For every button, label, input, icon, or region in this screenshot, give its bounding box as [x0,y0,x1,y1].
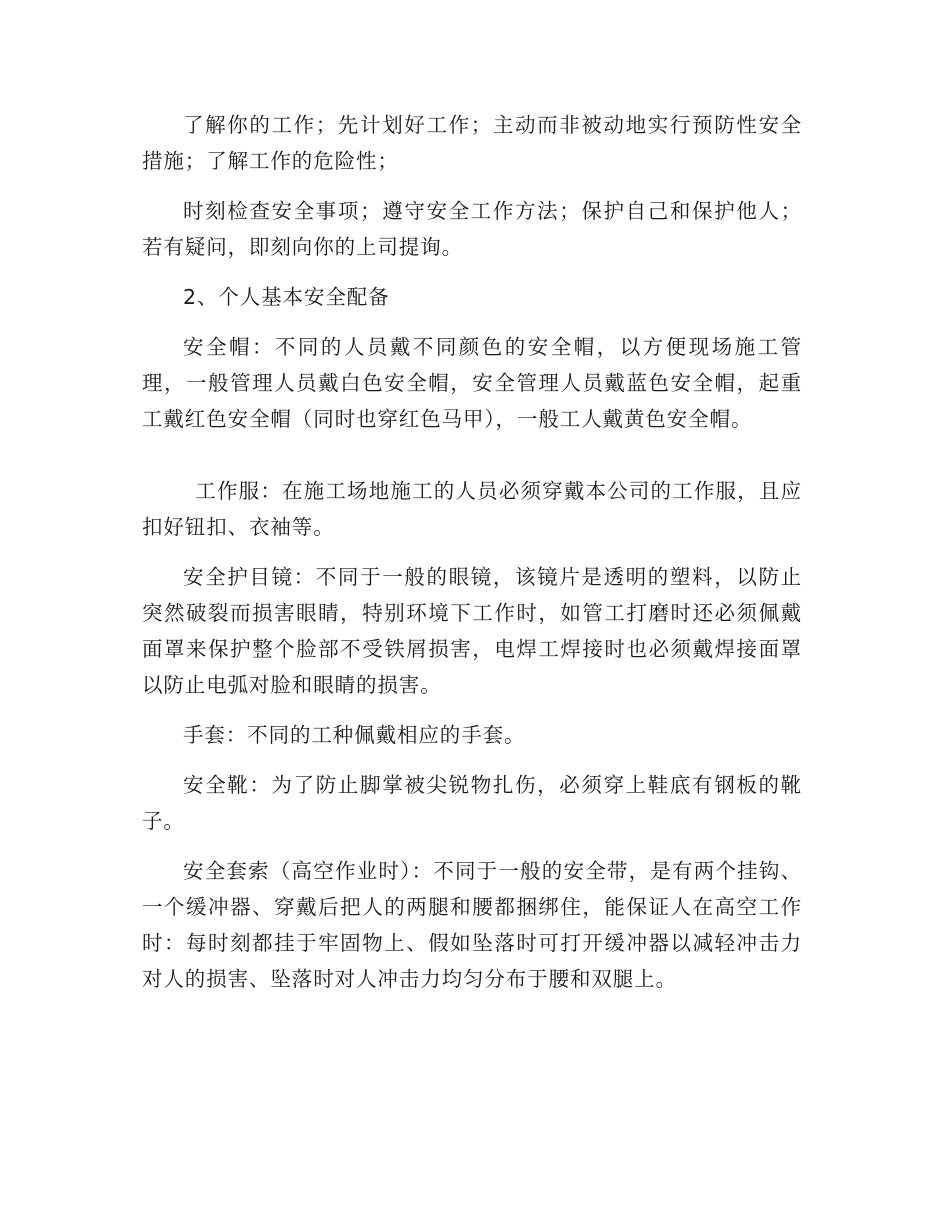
paragraph-safety-boots: 安全靴：为了防止脚掌被尖锐物扎伤，必须穿上鞋底有钢板的靴子。 [142,773,802,833]
paragraph-work-principles: 了解你的工作；先计划好工作；主动而非被动地实行预防性安全措施；了解工作的危险性； [142,113,802,173]
section-heading-personal-equipment: 2、个人基本安全配备 [183,285,390,309]
paragraph-gloves: 手套：不同的工种佩戴相应的手套。 [183,723,526,747]
paragraph-safety-harness: 安全套索（高空作业时）：不同于一般的安全带，是有两个挂钩、一个缓冲器、穿戴后把人的两腿和腰都捆绑住，能保证人在高空工作时：每时刻都挂于牢固物上、假如坠落时可打开缓冲器以减轻冲击力对人的损害、坠落时对人冲击力均匀分布于腰和双腿上。 [142,859,802,991]
paragraph-safety-helmet: 安全帽：不同的人员戴不同颜色的安全帽，以方便现场施工管理，一般管理人员戴白色安全帽，安全管理人员戴蓝色安全帽，起重工戴红色安全帽（同时也穿红色马甲），一般工人戴黄色安全帽。 [142,335,802,431]
paragraph-safety-goggles: 安全护目镜：不同于一般的眼镜，该镜片是透明的塑料，以防止突然破裂而损害眼睛，特别环境下工作时，如管工打磨时还必须佩戴面罩来保护整个脸部不受铁屑损害，电焊工焊接时也必须戴焊接面罩以防止电弧对脸和眼睛的损害。 [142,565,802,697]
paragraph-work-clothes: 工作服：在施工场地施工的人员必须穿戴本公司的工作服，且应扣好钮扣、衣袖等。 [142,479,802,539]
paragraph-safety-checks: 时刻检查安全事项；遵守安全工作方法；保护自己和保护他人；若有疑问，即刻向你的上司提询。 [142,199,802,259]
document-body [142,107,802,1011]
